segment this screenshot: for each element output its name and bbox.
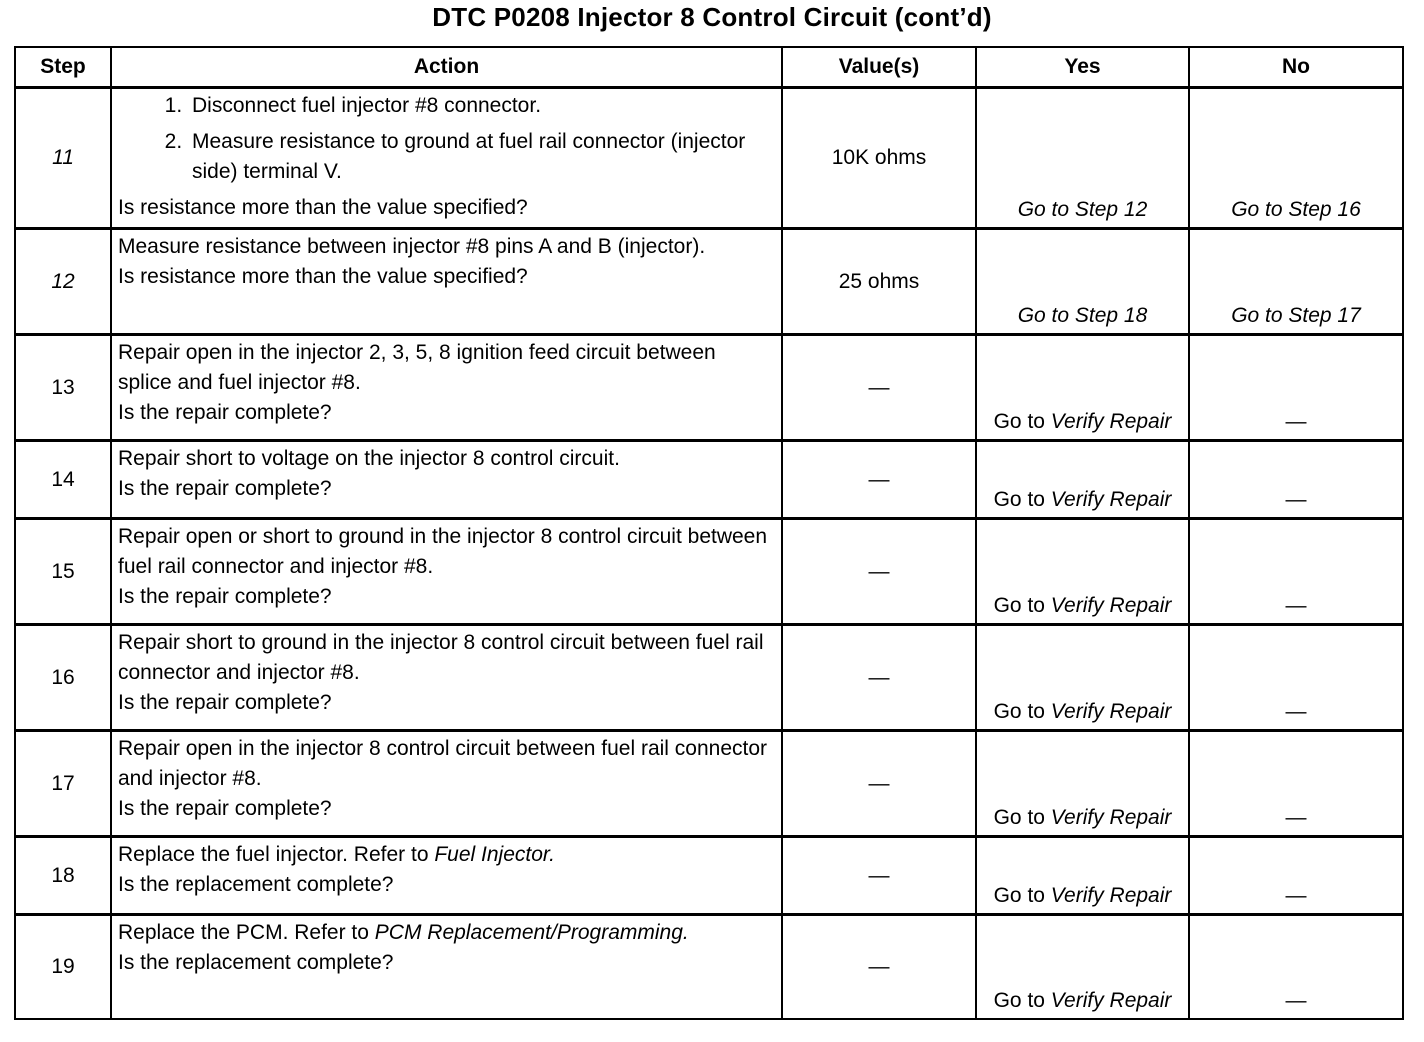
header-no: No: [1189, 47, 1403, 88]
action-question: Is the repair complete?: [118, 477, 332, 500]
table-row-step-15: [15, 519, 1403, 625]
action-text: [118, 918, 775, 948]
table-row-step-11: [15, 88, 1403, 229]
table-row-step-17: [15, 731, 1403, 837]
no-cell: —: [1189, 731, 1403, 837]
action-question: Is the repair complete?: [118, 691, 332, 714]
value-cell: 25 ohms: [782, 229, 976, 335]
action-cell: [111, 915, 782, 1019]
step-number: 18: [15, 837, 111, 915]
header-row: [15, 47, 1403, 88]
header-yes: Yes: [976, 47, 1189, 88]
value-cell: —: [782, 837, 976, 915]
diagnostic-table: [14, 46, 1404, 1020]
verify-repair-link[interactable]: Verify Repair: [1050, 806, 1172, 829]
step-number: 11: [15, 88, 111, 229]
verify-repair-link[interactable]: Verify Repair: [1050, 700, 1172, 723]
step-number: 13: [15, 335, 111, 441]
action-prefix: Replace the fuel injector. Refer to: [118, 843, 435, 866]
yes-cell: [976, 837, 1189, 915]
action-cell: [111, 229, 782, 335]
yes-cell: [976, 625, 1189, 731]
yes-cell: [976, 915, 1189, 1019]
table-row-step-18: [15, 837, 1403, 915]
action-cell: [111, 731, 782, 837]
value-cell: —: [782, 731, 976, 837]
action-cell: [111, 441, 782, 519]
no-cell: —: [1189, 915, 1403, 1019]
value-cell: —: [782, 335, 976, 441]
verify-repair-link[interactable]: Verify Repair: [1050, 884, 1172, 907]
action-cell: [111, 335, 782, 441]
action-cell: [111, 625, 782, 731]
no-link[interactable]: Go to Step 16: [1189, 88, 1403, 229]
header-action: Action: [111, 47, 782, 88]
yes-prefix: Go to: [993, 700, 1051, 723]
page-title: DTC P0208 Injector 8 Control Circuit (cont’d): [432, 2, 992, 32]
verify-repair-link[interactable]: Verify Repair: [1050, 594, 1172, 617]
action-question: Is resistance more than the value specified?: [118, 196, 528, 219]
table-row-step-13: [15, 335, 1403, 441]
yes-link[interactable]: Go to Step 18: [976, 229, 1189, 335]
substep-item: 1. Disconnect fuel injector #8 connector.: [188, 91, 775, 121]
step-number: 15: [15, 519, 111, 625]
pcm-replacement-link[interactable]: PCM Replacement/Programming.: [374, 921, 689, 944]
action-text: Repair open in the injector 8 control circuit between fuel rail connector and injector #8.: [118, 737, 768, 790]
action-cell: [111, 88, 782, 229]
action-prefix: Replace the PCM. Refer to: [118, 921, 375, 944]
value-cell: —: [782, 519, 976, 625]
step-number: 19: [15, 915, 111, 1019]
value-cell: —: [782, 915, 976, 1019]
no-cell: —: [1189, 625, 1403, 731]
yes-prefix: Go to: [993, 884, 1051, 907]
step-number: 16: [15, 625, 111, 731]
no-cell: —: [1189, 837, 1403, 915]
action-question: Is the repair complete?: [118, 401, 332, 424]
yes-prefix: Go to: [993, 410, 1051, 433]
action-question: Is the repair complete?: [118, 585, 332, 608]
action-text: [118, 840, 775, 870]
action-text: Measure resistance between injector #8 pins A and B (injector).: [118, 235, 706, 258]
no-link[interactable]: Go to Step 17: [1189, 229, 1403, 335]
yes-cell: [976, 335, 1189, 441]
table-row-step-19: [15, 915, 1403, 1019]
step-number: 12: [15, 229, 111, 335]
yes-link[interactable]: Go to Step 12: [976, 88, 1189, 229]
action-question: Is the replacement complete?: [118, 873, 394, 896]
fuel-injector-link[interactable]: Fuel Injector.: [434, 843, 555, 866]
substep-item: 2. Measure resistance to ground at fuel rail connector (injector side) terminal V.: [188, 127, 775, 187]
yes-prefix: Go to: [993, 988, 1051, 1012]
header-step: Step: [15, 47, 111, 88]
header-values: Value(s): [782, 47, 976, 88]
no-cell: —: [1189, 519, 1403, 625]
action-text: Repair short to voltage on the injector 8 control circuit.: [118, 447, 620, 470]
action-text: Repair open or short to ground in the injector 8 control circuit between fuel rail connector and injector #8.: [118, 525, 768, 578]
action-cell: [111, 519, 782, 625]
yes-prefix: Go to: [993, 594, 1051, 617]
table-row-step-14: [15, 441, 1403, 519]
verify-repair-link[interactable]: Verify Repair: [1050, 410, 1172, 433]
step-number: 17: [15, 731, 111, 837]
value-cell: —: [782, 625, 976, 731]
no-cell: —: [1189, 441, 1403, 519]
substep-list: [118, 91, 775, 193]
verify-repair-link[interactable]: Verify Repair: [1050, 488, 1172, 511]
value-cell: —: [782, 441, 976, 519]
action-question: Is the repair complete?: [118, 797, 332, 820]
no-cell: —: [1189, 335, 1403, 441]
yes-prefix: Go to: [993, 806, 1051, 829]
action-question: Is resistance more than the value specified?: [118, 265, 528, 288]
table-row-step-16: [15, 625, 1403, 731]
action-question: Is the replacement complete?: [118, 951, 394, 974]
yes-cell: [976, 441, 1189, 519]
step-number: 14: [15, 441, 111, 519]
verify-repair-link[interactable]: Verify Repair: [1050, 988, 1172, 1012]
yes-cell: [976, 731, 1189, 837]
action-text: Repair short to ground in the injector 8 control circuit between fuel rail connector and injector #8.: [118, 631, 764, 684]
action-cell: [111, 837, 782, 915]
yes-prefix: Go to: [993, 488, 1051, 511]
table-row-step-12: [15, 229, 1403, 335]
yes-cell: [976, 519, 1189, 625]
action-text: Repair open in the injector 2, 3, 5, 8 ignition feed circuit between splice and fuel injector #8.: [118, 341, 716, 394]
value-cell: 10K ohms: [782, 88, 976, 229]
